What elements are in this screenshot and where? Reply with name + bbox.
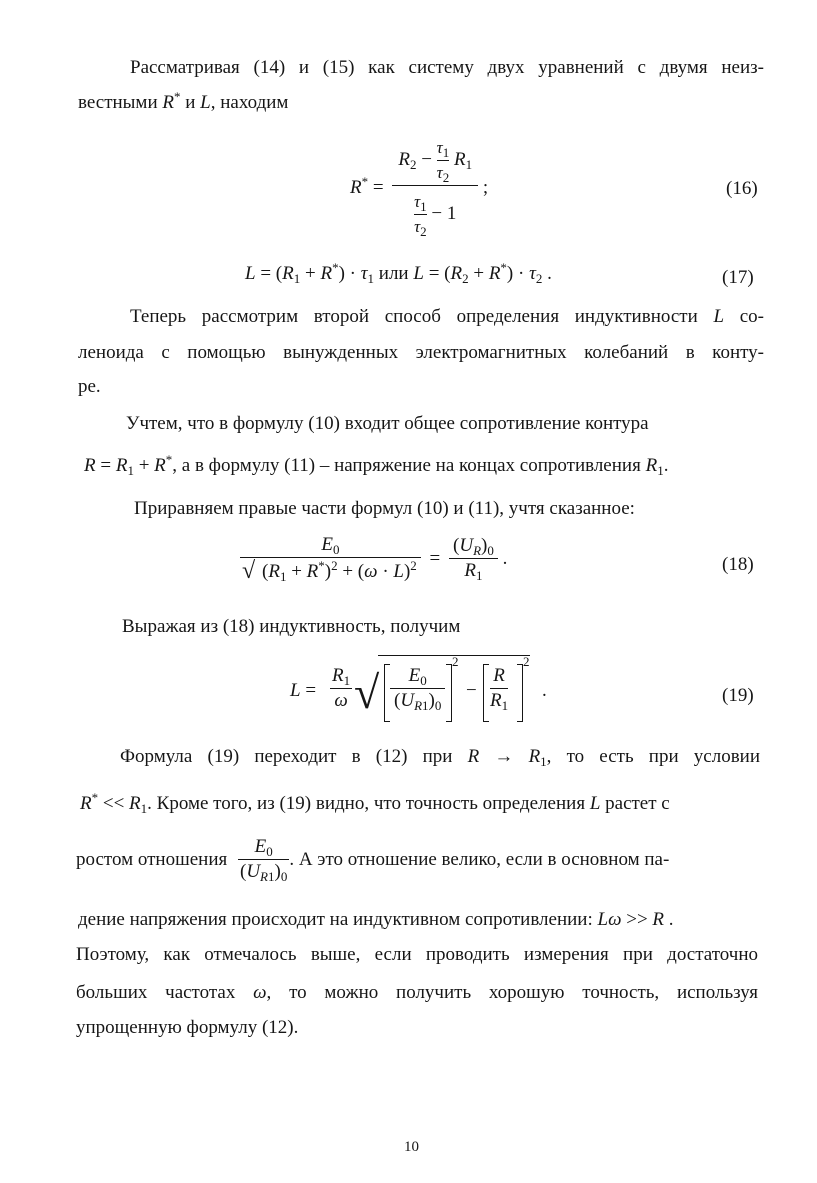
paragraph-line: Учтем, что в формулу (10) входит общее сопротивление контура: [126, 413, 649, 434]
equation-number: (19): [722, 685, 754, 706]
paragraph-line: больших частотах ω, то можно получить хорошую точность, используя: [76, 982, 758, 1003]
equation-18: $E_0$ √ $(R_1 + R^*)^2 + (\omega \cdot L)^2$ = $\frac{(U_R)_0}{R_1}$ .: [242, 534, 508, 584]
paragraph-line: Приравняем правые части формул (10) и (11), учтя сказанное:: [134, 498, 635, 519]
paragraph-line: вестными R* и L, находим: [78, 89, 289, 113]
paragraph-line: Выражая из (18) индуктивность, получим: [122, 616, 461, 637]
paragraph-line: дение напряжения происходит на индуктивном сопротивлении: Lω >> R .: [78, 909, 674, 930]
paragraph-line: $R = R_1 + R^*$, а в формулу (11) – напряжение на концах сопротивления $R_1$.: [84, 452, 669, 478]
paragraph-line: упрощенную формулу (12).: [76, 1017, 299, 1038]
paragraph-line: ре.: [78, 376, 101, 397]
page-number: 10: [404, 1139, 419, 1155]
paragraph-line: Формула (19) переходит в (12) при $R \to R_1$, то есть при условии: [120, 746, 761, 769]
paragraph-line: $R^* << R_1$. Кроме того, из (19) видно, что точность определения L растет с: [80, 790, 670, 816]
equation-16: R* = $R_2$ − $\frac{\tau_1}{\tau_2}$ $R_1$ $\frac{\tau_1}{\tau_2}$ − 1 ;: [350, 138, 489, 239]
paragraph-line: Теперь рассмотрим второй способ определения индуктивности L со-: [130, 306, 765, 327]
paragraph-line: ростом отношения $\frac{E_0}{(U_{R1})_0}$ . А это отношение велико, если в основном па-: [76, 836, 670, 884]
equation-number: (18): [722, 554, 754, 575]
paragraph-line: леноида с помощью вынужденных электромагнитных колебаний в конту-: [78, 342, 764, 363]
equation-number: (17): [722, 267, 754, 288]
equation-number: (16): [726, 178, 758, 199]
equation-17: $L = (R_1 + R^*) \cdot \tau_1$ или $L = (R_2 + R^*) \cdot \tau_2$ .: [245, 260, 552, 286]
paragraph-line: Рассматривая (14) и (15) как систему двух уравнений с двумя неиз-: [130, 57, 764, 78]
equation-19: L = $\frac{R_1}{\omega}$ √ $\frac{E_0}{(U_{R1})_0}$ 2 − $\frac{R}{R_1}$ 2 .: [290, 650, 560, 730]
paragraph-line: Поэтому, как отмечалось выше, если проводить измерения при достаточно: [76, 944, 758, 965]
